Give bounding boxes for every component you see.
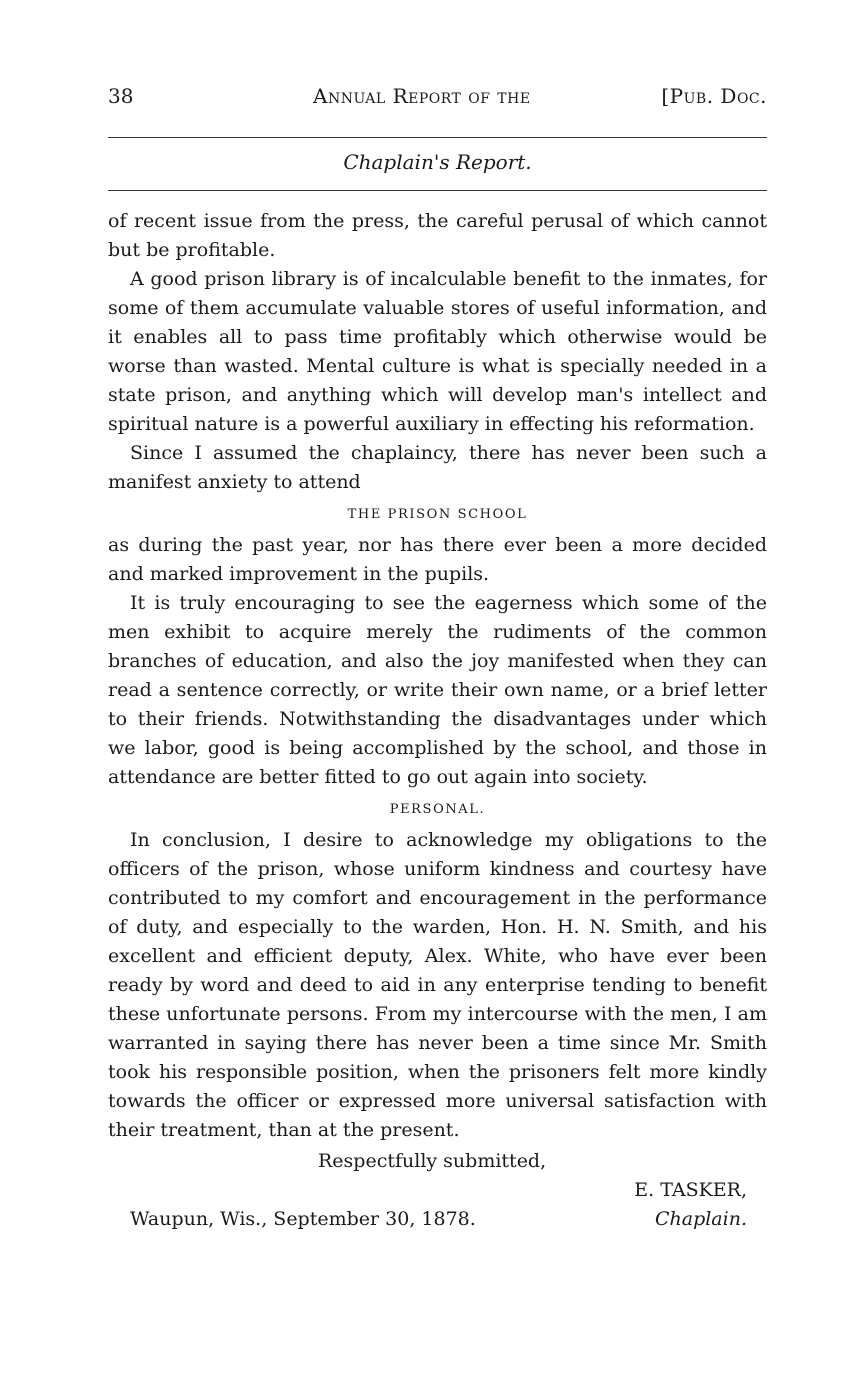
- paragraph-conclusion: In conclusion, I desire to acknowledge my obligations to the officers of the prison, whose uniform kindness and courtesy have contributed to my comfort and encouragement in the performance of duty, and especially to the warden, Hon. H. N. Smith, and his excellent and efficient deputy, Alex. White, who have ever been ready by word and deed to aid in any enterprise tending to benefit these unfortunate persons. From my intercourse with the men, I am warranted in saying there has never been a time since Mr. Smith took his responsible position, when the prisoners felt more kindly towards the officer or expressed more universal satisfaction with their treatment, than at the present.: [108, 829, 767, 1141]
- signature-name: E. TASKER,: [634, 1179, 747, 1201]
- body-text: [108, 207, 767, 1234]
- subheading-personal: PERSONAL.: [389, 802, 486, 817]
- section-heading: Chaplain's Report.: [343, 150, 532, 174]
- valediction: Respectfully submitted,: [318, 1150, 547, 1172]
- paragraph-continued: of recent issue from the press, the careful perusal of which cannot but be profitable.: [108, 210, 767, 261]
- closing-block: [108, 1147, 767, 1234]
- paragraph-library: A good prison library is of incalculable benefit to the inmates, for some of them accumulate valuable stores of useful information, and it enables all to pass time profitably which otherwise would be worse than wasted. Mental culture is what is specially needed in a state prison, and anything which will develop man's intellect and spiritual nature is a powerful auxiliary in effecting his reformation.: [108, 268, 767, 435]
- paragraph-school-progress: It is truly encouraging to see the eagerness which some of the men exhibit to acquire merely the rudiments of the common branches of education, and also the joy manifested when they can read a sentence correctly, or write their own name, or a brief letter to their friends. Notwithstanding the disadvantages under which we labor, good is being accomplished by the school, and those in attendance are better fitted to go out again into society.: [108, 592, 767, 788]
- paragraph-chaplaincy: Since I assumed the chaplaincy, there has never been such a manifest anxiety to attend: [108, 442, 767, 493]
- page-number: 38: [108, 84, 134, 108]
- paragraph-school-continued: as during the past year, nor has there ever been a more decided and marked improvement in the pupils.: [108, 534, 767, 585]
- publication-label: [Pub. Doc.: [661, 84, 767, 108]
- signature-title: Chaplain.: [654, 1208, 747, 1230]
- subheading-prison-school: THE PRISON SCHOOL: [347, 507, 528, 522]
- signature-line: [108, 1205, 767, 1234]
- running-header: [108, 82, 767, 116]
- running-title: Annual Report of the: [313, 84, 531, 108]
- place-date: Waupun, Wis., September 30, 1878.: [130, 1208, 476, 1230]
- header-rule-top: [108, 137, 767, 138]
- header-rule-bottom: [108, 190, 767, 191]
